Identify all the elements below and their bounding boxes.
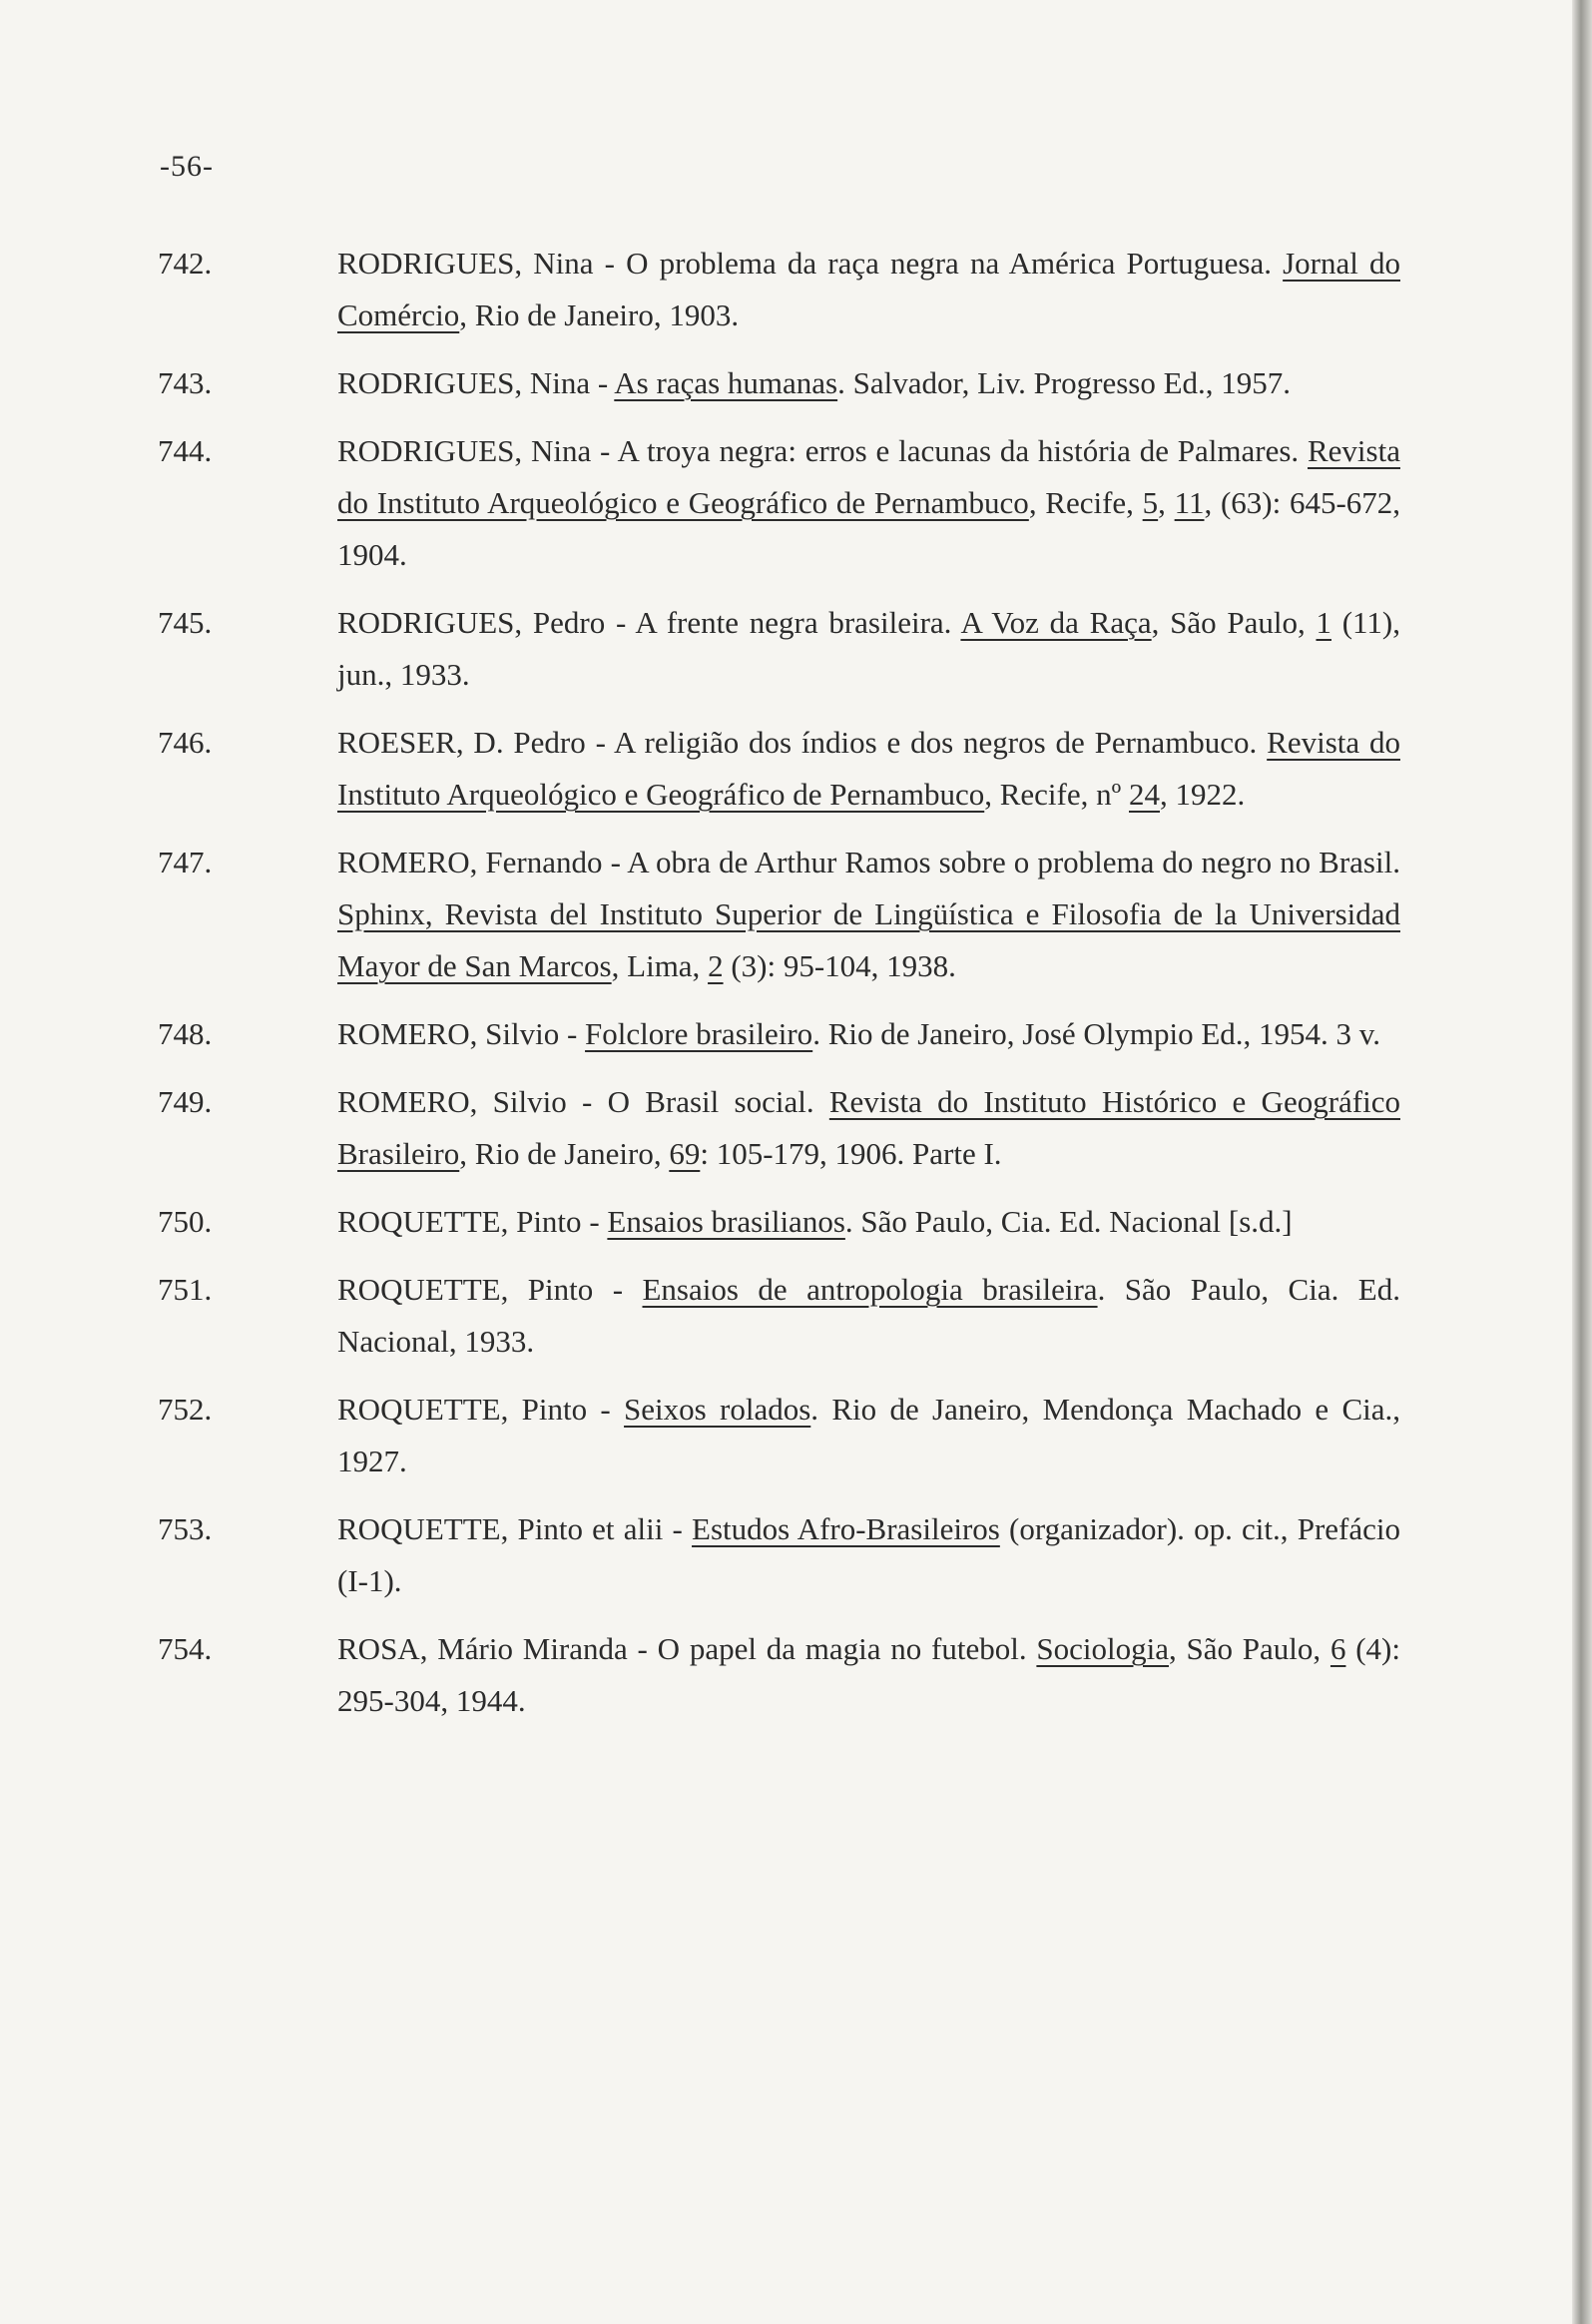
entry-separator: -	[627, 1631, 658, 1666]
entry-author: RODRIGUES, Nina	[337, 433, 592, 468]
entry-separator: -	[605, 605, 636, 640]
entry-publication: Estudos Afro-Brasileiros	[692, 1511, 1000, 1546]
page-edge-shadow	[1572, 0, 1592, 2324]
entry-publication: A Voz da Raça	[960, 605, 1152, 640]
entry-number: 751.	[158, 1272, 213, 1307]
entry-author: ROSA, Mário Miranda	[337, 1631, 628, 1666]
entry-number: 743.	[158, 365, 213, 400]
page-number: -56-	[160, 150, 214, 183]
entry-title: O problema da raça negra na América Portuguesa.	[626, 246, 1284, 281]
entry-author: ROQUETTE, Pinto	[337, 1392, 588, 1427]
entry-volume: 1	[1316, 605, 1331, 640]
entry-separator: -	[602, 845, 628, 879]
entry-number: 753.	[158, 1511, 213, 1546]
entry-volume: 6	[1329, 1631, 1346, 1666]
entry-details: , (63): 645-672, 1904.	[337, 485, 1401, 572]
entry-title: A troya negra: erros e lacunas da história de Palmares.	[617, 433, 1308, 468]
bibliography-entry-744	[158, 425, 1400, 581]
entry-details: . São Paulo, Cia. Ed. Nacional [s.d.]	[844, 1204, 1293, 1239]
entry-details: , 1922.	[1160, 777, 1246, 812]
bibliography-entry-752	[158, 1384, 1400, 1487]
entry-separator: -	[663, 1511, 693, 1546]
bibliography-entry-749	[158, 1076, 1400, 1180]
entry-details: . Rio de Janeiro, Mendonça Machado e Cia., 1927.	[337, 1392, 1400, 1478]
entry-author: ROESER, D. Pedro	[337, 725, 586, 760]
entry-author: RODRIGUES, Nina	[337, 365, 591, 400]
entry-publication: Revista do Instituto Arqueológico e Geográfico de Pernambuco	[337, 433, 1400, 520]
entry-number: 749.	[158, 1084, 213, 1119]
entry-details: . Salvador, Liv. Progresso Ed., 1957.	[837, 365, 1292, 400]
entry-publication: Jornal do Comércio	[337, 246, 1400, 332]
entry-separator: -	[593, 1272, 643, 1307]
entry-publication: Ensaios brasilianos	[607, 1204, 845, 1239]
entry-number: 744.	[158, 433, 213, 468]
bibliography-entry-743	[158, 357, 1400, 409]
entry-publication: Revista do Instituto Histórico e Geográfico Brasileiro	[337, 1084, 1400, 1171]
entry-author: RODRIGUES, Pedro	[337, 605, 606, 640]
entry-details: . São Paulo, Cia. Ed. Nacional, 1933.	[337, 1272, 1400, 1359]
entry-number: 748.	[158, 1016, 213, 1051]
entry-details: (4): 295-304, 1944.	[337, 1631, 1400, 1718]
entry-details: , Rio de Janeiro, 1903.	[459, 297, 740, 332]
entry-volume: 24	[1129, 777, 1160, 812]
entry-details: (11), jun., 1933.	[337, 605, 1400, 692]
entry-author: ROQUETTE, Pinto	[337, 1272, 594, 1307]
entry-title: A obra de Arthur Ramos sobre o problema do negro no Brasil.	[627, 845, 1400, 879]
entry-details-pre: , São Paulo,	[1151, 605, 1317, 640]
entry-details-pre: , Recife,	[1028, 485, 1143, 520]
entry-separator: -	[566, 1084, 608, 1119]
bibliography-entry-750	[158, 1196, 1400, 1248]
entry-number: 745.	[158, 605, 213, 640]
bibliography-entry-753	[158, 1503, 1400, 1607]
entry-separator: -	[559, 1016, 586, 1051]
bibliography-list	[158, 238, 1400, 1743]
entry-publication: Folclore brasileiro	[585, 1016, 813, 1051]
entry-separator: -	[585, 725, 615, 760]
bibliography-entry-751	[158, 1264, 1400, 1368]
bibliography-entry-746	[158, 717, 1400, 821]
entry-details-pre: , São Paulo,	[1169, 1631, 1330, 1666]
entry-volume: 2	[708, 948, 724, 983]
entry-author: ROMERO, Silvio	[337, 1084, 567, 1119]
entry-details: . Rio de Janeiro, José Olympio Ed., 1954. 3 v.	[812, 1016, 1381, 1051]
entry-publication: Ensaios de antropologia brasileira	[642, 1272, 1098, 1307]
entry-title: O papel da magia no futebol.	[657, 1631, 1037, 1666]
entry-details-pre: , Lima,	[611, 948, 709, 983]
entry-issue: 11	[1174, 485, 1205, 520]
entry-separator: -	[590, 365, 615, 400]
entry-details: (3): 95-104, 1938.	[723, 948, 956, 983]
bibliography-entry-747	[158, 837, 1400, 992]
entry-number: 747.	[158, 845, 213, 879]
entry-title: A religião dos índios e dos negros de Pernambuco.	[614, 725, 1268, 760]
bibliography-entry-745	[158, 597, 1400, 701]
entry-publication: As raças humanas	[614, 365, 838, 400]
entry-author: ROMERO, Fernando	[337, 845, 603, 879]
entry-publication: Sphinx, Revista del Instituto Superior de Lingüística e Filosofia de la Universidad Mayor de San Marcos	[337, 896, 1400, 983]
entry-separator: -	[593, 246, 627, 281]
entry-number: 752.	[158, 1392, 213, 1427]
entry-publication: Revista do Instituto Arqueológico e Geográfico de Pernambuco	[337, 725, 1400, 812]
entry-separator: -	[591, 433, 618, 468]
entry-details: (organizador). op. cit., Prefácio (I-1).	[337, 1511, 1400, 1598]
bibliography-entry-742	[158, 238, 1400, 341]
entry-title: A frente negra brasileira.	[635, 605, 961, 640]
entry-author: RODRIGUES, Nina	[337, 246, 594, 281]
bibliography-entry-748	[158, 1008, 1400, 1060]
entry-separator: -	[587, 1392, 625, 1427]
entry-title: O Brasil social.	[607, 1084, 829, 1119]
entry-author: ROQUETTE, Pinto et alii	[337, 1511, 664, 1546]
bibliography-entry-754	[158, 1623, 1400, 1727]
entry-publication: Sociologia	[1036, 1631, 1169, 1666]
entry-number: 754.	[158, 1631, 213, 1666]
entry-number: 742.	[158, 246, 213, 281]
entry-publication: Seixos rolados	[624, 1392, 811, 1427]
entry-details: : 105-179, 1906. Parte I.	[700, 1136, 1002, 1171]
entry-number: 746.	[158, 725, 213, 760]
entry-author: ROQUETTE, Pinto	[337, 1204, 582, 1239]
entry-volume: 5	[1142, 485, 1159, 520]
entry-separator: -	[581, 1204, 608, 1239]
entry-author: ROMERO, Silvio	[337, 1016, 560, 1051]
entry-details-pre: , Rio de Janeiro,	[459, 1136, 670, 1171]
entry-number: 750.	[158, 1204, 213, 1239]
entry-details-pre: , Recife, nº	[984, 777, 1129, 812]
entry-volume: 69	[669, 1136, 701, 1171]
entry-details-mid: ,	[1158, 485, 1175, 520]
